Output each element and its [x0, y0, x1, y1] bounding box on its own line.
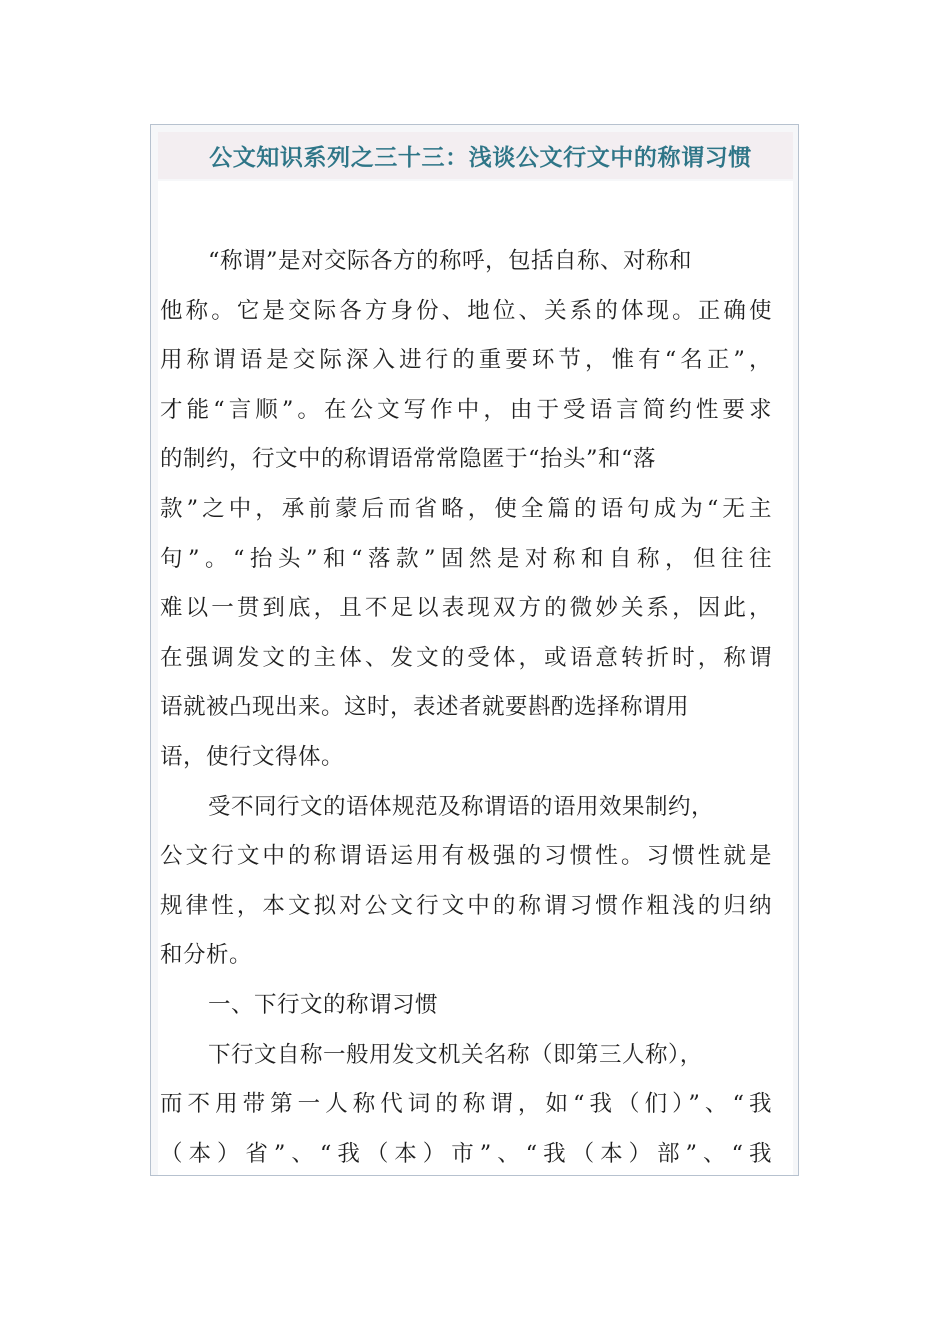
paragraph-1-line: 款”之中，承前蒙后而省略，使全篇的语句成为“无主	[160, 495, 772, 522]
section-heading: 一、下行文的称谓习惯	[208, 991, 439, 1018]
paragraph-2-line: 规律性，本文拟对公文行文中的称谓习惯作粗浅的归纳	[160, 892, 772, 919]
paragraph-1-line: 他称。它是交际各方身份、地位、关系的体现。正确使	[160, 297, 772, 324]
paragraph-1-line: “称谓”是对交际各方的称呼，包括自称、对称和	[208, 248, 693, 274]
paragraph-1-line: 句”。“抬头”和“落款”固然是对称和自称，但往往	[160, 545, 772, 572]
body-text	[160, 237, 772, 1176]
paragraph-1-line: 语，使行文得体。	[160, 743, 345, 770]
document-body	[158, 181, 793, 1176]
paragraph-1-line: 的制约，行文中的称谓语常常隐匿于“抬头”和“落	[160, 446, 657, 473]
paragraph-2-line: 和分析。	[160, 942, 253, 969]
title-bar	[158, 132, 793, 179]
paragraph-1-line: 语就被凸现出来。这时，表述者就要斟酌选择称谓用	[160, 694, 690, 721]
paragraph-3-line: 下行文自称一般用发文机关名称（即第三人称），	[208, 1041, 703, 1068]
paragraph-3-line: 而不用带第一人称代词的称谓，如“我（们）”、“我	[160, 1091, 772, 1118]
paragraph-1-line: 在强调发文的主体、发文的受体，或语意转折时，称谓	[160, 644, 772, 671]
paragraph-2-line: 受不同行文的语体规范及称谓语的语用效果制约，	[208, 793, 715, 820]
paragraph-2-line: 公文行文中的称谓语运用有极强的习惯性。习惯性就是	[160, 843, 772, 870]
document-title: 公文知识系列之三十三：浅谈公文行文中的称谓习惯	[209, 145, 752, 171]
paragraph-3-line: （本）省”、“我（本）市”、“我（本）部”、“我	[160, 1140, 772, 1167]
paragraph-1-line: 用称谓语是交际深入进行的重要环节，惟有“名正”，	[160, 347, 772, 374]
paragraph-1-line: 难以一贯到底，且不足以表现双方的微妙关系，因此，	[160, 595, 772, 622]
paragraph-1-line: 才能“言顺”。在公文写作中，由于受语言简约性要求	[160, 396, 772, 423]
document-frame	[150, 124, 799, 1176]
